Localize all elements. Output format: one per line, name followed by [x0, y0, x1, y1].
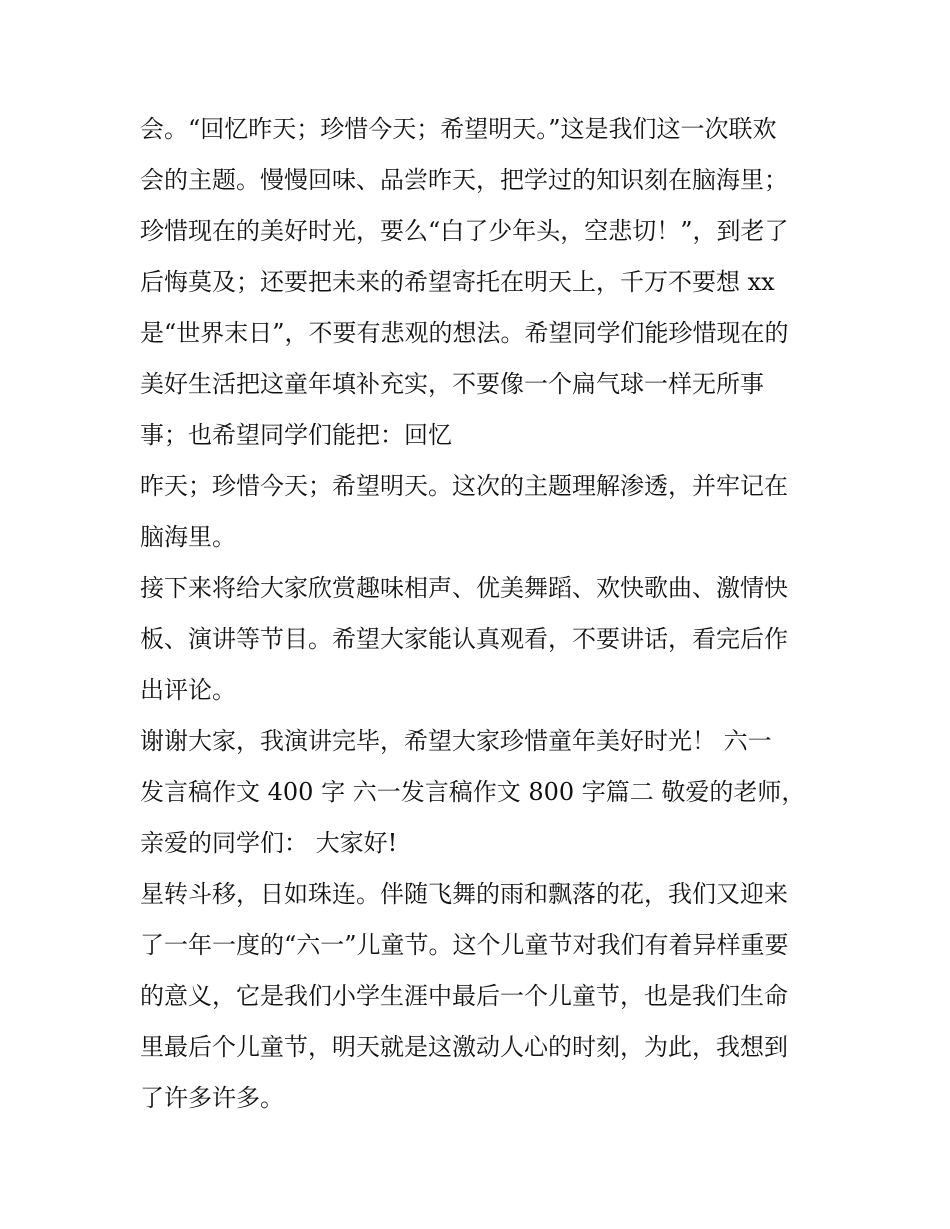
text-line: 出评论。: [140, 676, 236, 704]
text-line: 会的主题。慢慢回味、品尝昨天，把学过的知识刻在脑海里；: [140, 166, 788, 194]
body-text: [140, 104, 820, 1124]
text-line: 谢谢大家，我演讲完毕，希望大家珍惜童年美好时光！ 六一: [140, 727, 772, 755]
text-line: 后悔莫及；还要把未来的希望寄托在明天上，千万不要想 xx: [140, 268, 775, 296]
text-line: 星转斗移，日如珠连。伴随飞舞的雨和飘落的花，我们又迎来: [140, 880, 788, 908]
text-line: 接下来将给大家欣赏趣味相声、优美舞蹈、欢快歌曲、激情快: [140, 574, 788, 602]
text-line: 珍惜现在的美好时光，要么“白了少年头，空悲切！”，到老了: [140, 217, 789, 245]
text-line: 脑海里。: [140, 523, 236, 551]
text-line: 是“世界末日”，不要有悲观的想法。希望同学们能珍惜现在的: [140, 319, 789, 347]
text-line: 昨天；珍惜今天；希望明天。这次的主题理解渗透，并牢记在: [140, 472, 788, 500]
text-line: 的意义，它是我们小学生涯中最后一个儿童节，也是我们生命: [140, 982, 788, 1010]
text-line: 会。“回忆昨天；珍惜今天；希望明天。”这是我们这一次联欢: [140, 115, 777, 143]
text-line: 发言稿作文 400 字 六一发言稿作文 800 字篇二 敬爱的老师，: [140, 778, 806, 806]
text-line: 事；也希望同学们能把：回忆: [140, 421, 452, 449]
text-line: 亲爱的同学们： 大家好!: [140, 829, 398, 857]
text-line: 美好生活把这童年填补充实，不要像一个扁气球一样无所事: [140, 370, 764, 398]
text-line: 板、演讲等节目。希望大家能认真观看，不要讲话，看完后作: [140, 625, 788, 653]
text-line: 了一年一度的“六一”儿童节。这个儿童节对我们有着异样重要: [140, 931, 789, 959]
text-line: 里最后个儿童节，明天就是这激动人心的时刻，为此，我想到: [140, 1033, 788, 1061]
text-line: 了许多许多。: [140, 1084, 284, 1112]
